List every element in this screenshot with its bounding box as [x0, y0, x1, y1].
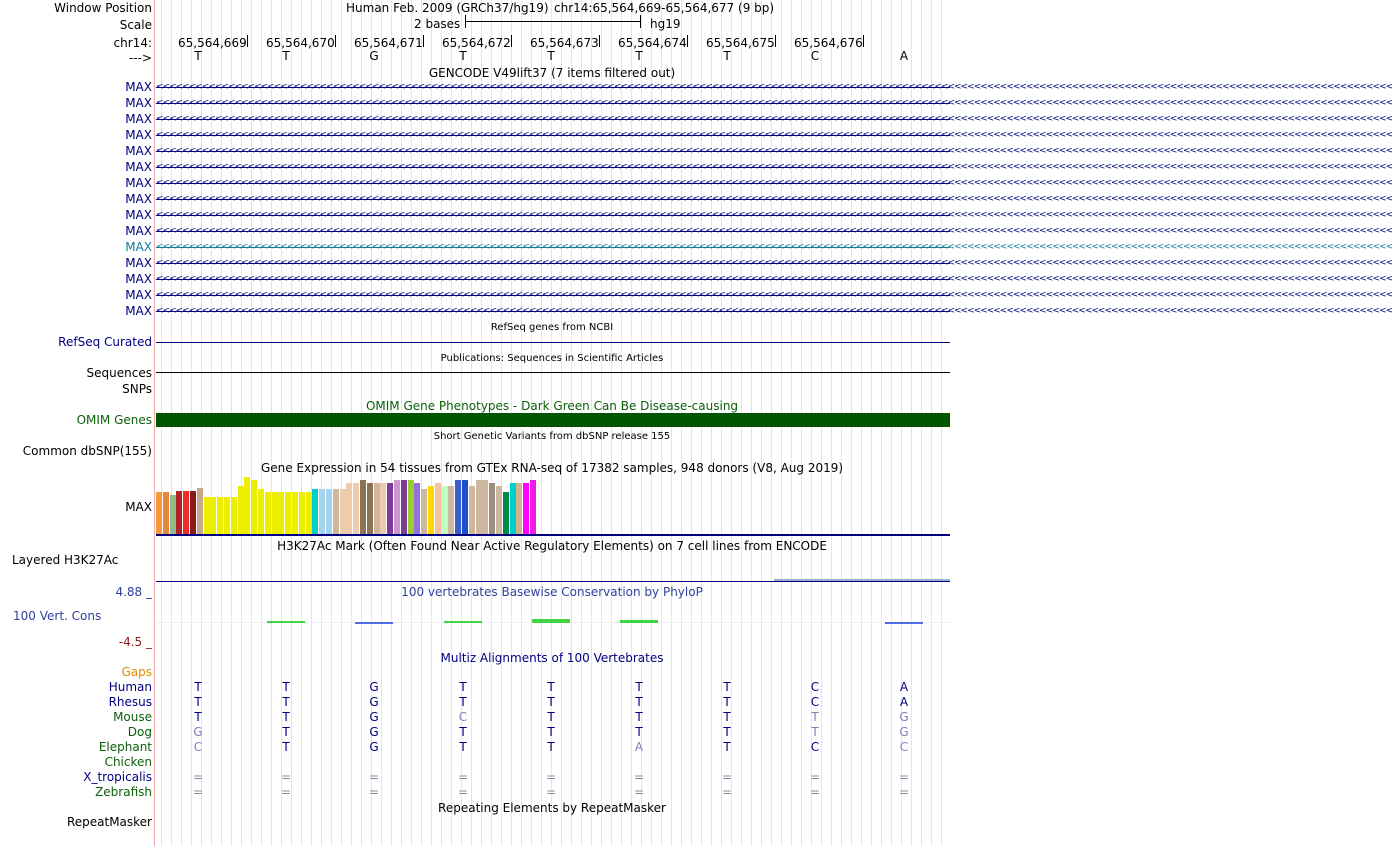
aligned-base: = [280, 770, 292, 784]
gencode-transcript[interactable] [156, 146, 1392, 156]
species-label[interactable]: X_tropicalis [83, 770, 152, 784]
gtex-tissue-bar[interactable] [523, 483, 529, 534]
aligned-base: = [457, 785, 469, 799]
aligned-base: T [282, 710, 290, 724]
coordinate-label: 65,564,675 [706, 36, 775, 50]
coordinate-tick [599, 35, 600, 47]
aligned-base: G [193, 725, 203, 739]
aligned-base: = [545, 770, 557, 784]
aligned-base: = [633, 770, 645, 784]
label-divider [154, 0, 155, 846]
aligned-base: T [811, 710, 819, 724]
strand-chevrons: <<<<<<<<<<<<<<<<<<<<<<<<<<<<<<<<<<<<<<<<<<<<<<<<<<<<<<<<<<<<<<<<<<<<<<<<<<<<<<<<<<<<<<<<<<<<<<<<<<<<<<<<<<<<<<<<<<<<<<<<<<<<<<<<<<<<<<<<<<<<<<<<<<<<<<<<<<<<<<<<<<<<<<<<<<<<<<<<<<<<<<<<<<<<< [156, 274, 1392, 284]
reference-base: T [282, 49, 290, 63]
aligned-base: T [547, 740, 555, 754]
gtex-bar-chart[interactable] [156, 477, 536, 534]
reference-base: C [810, 49, 820, 63]
gencode-transcript[interactable] [156, 306, 1392, 316]
h3k27ac-line [156, 581, 950, 582]
gtex-tissue-bar[interactable] [285, 492, 291, 534]
aligned-base: T [194, 680, 202, 694]
coordinate-label: 65,564,673 [530, 36, 599, 50]
gtex-tissue-bar[interactable] [210, 497, 216, 534]
gencode-transcript[interactable] [156, 130, 1392, 140]
gtex-tissue-bar[interactable] [462, 480, 468, 534]
position-readout: chr14:65,564,669-65,564,677 (9 bp) [554, 1, 775, 15]
phylop-score-mark[interactable] [267, 621, 305, 623]
gencode-item-label[interactable]: MAX [125, 272, 152, 286]
gtex-tissue-bar[interactable] [353, 483, 359, 534]
publications-line [156, 372, 950, 373]
strand-chevrons: <<<<<<<<<<<<<<<<<<<<<<<<<<<<<<<<<<<<<<<<<<<<<<<<<<<<<<<<<<<<<<<<<<<<<<<<<<<<<<<<<<<<<<<<<<<<<<<<<<<<<<<<<<<<<<<<<<<<<<<<<<<<<<<<<<<<<<<<<<<<<<<<<<<<<<<<<<<<<<<<<<<<<<<<<<<<<<<<<<<<<<<<<<<<< [156, 98, 1392, 108]
gtex-tissue-bar[interactable] [312, 489, 318, 534]
coordinate-tick [247, 35, 248, 47]
aligned-base: = [192, 770, 204, 784]
gencode-item-label[interactable]: MAX [125, 144, 152, 158]
aligned-base: C [458, 710, 468, 724]
strand-chevrons: <<<<<<<<<<<<<<<<<<<<<<<<<<<<<<<<<<<<<<<<<<<<<<<<<<<<<<<<<<<<<<<<<<<<<<<<<<<<<<<<<<<<<<<<<<<<<<<<<<<<<<<<<<<<<<<<<<<<<<<<<<<<<<<<<<<<<<<<<<<<<<<<<<<<<<<<<<<<<<<<<<<<<<<<<<<<<<<<<<<<<<<<<<<<< [156, 210, 1392, 220]
aligned-base: T [459, 680, 467, 694]
coordinate-tick [511, 35, 512, 47]
coordinate-label: 65,564,674 [618, 36, 687, 50]
multiz-track-title[interactable]: Multiz Alignments of 100 Vertebrates [440, 651, 664, 665]
phylop-max-label: 4.88 _ [115, 585, 152, 599]
gtex-baseline [156, 534, 950, 536]
aligned-base: T [282, 740, 290, 754]
aligned-base: G [899, 725, 909, 739]
aligned-base: T [194, 710, 202, 724]
species-label[interactable]: Elephant [98, 740, 152, 754]
aligned-base: = [457, 770, 469, 784]
gencode-item-label[interactable]: MAX [125, 176, 152, 190]
h3k27ac-track-title[interactable]: H3K27Ac Mark (Often Found Near Active Regulatory Elements) on 7 cell lines from ENCODE [277, 539, 827, 553]
gtex-tissue-bar[interactable] [421, 489, 427, 534]
gencode-item-label[interactable]: MAX [125, 192, 152, 206]
repeatmasker-track-label[interactable]: RepeatMasker [66, 815, 152, 829]
aligned-base: T [547, 710, 555, 724]
gtex-tissue-bar[interactable] [367, 483, 373, 534]
gtex-tissue-bar[interactable] [156, 492, 162, 534]
strand-chevrons: <<<<<<<<<<<<<<<<<<<<<<<<<<<<<<<<<<<<<<<<<<<<<<<<<<<<<<<<<<<<<<<<<<<<<<<<<<<<<<<<<<<<<<<<<<<<<<<<<<<<<<<<<<<<<<<<<<<<<<<<<<<<<<<<<<<<<<<<<<<<<<<<<<<<<<<<<<<<<<<<<<<<<<<<<<<<<<<<<<<<<<<<<<<<< [156, 242, 1392, 252]
coordinate-label: 65,564,670 [266, 36, 335, 50]
species-label[interactable]: Human [108, 680, 152, 694]
gtex-tissue-bar[interactable] [333, 489, 339, 534]
dbsnp-track-label[interactable]: Common dbSNP(155) [22, 444, 152, 458]
aligned-base: = [368, 770, 380, 784]
species-label[interactable]: Zebrafish [95, 785, 152, 799]
strand-chevrons: <<<<<<<<<<<<<<<<<<<<<<<<<<<<<<<<<<<<<<<<<<<<<<<<<<<<<<<<<<<<<<<<<<<<<<<<<<<<<<<<<<<<<<<<<<<<<<<<<<<<<<<<<<<<<<<<<<<<<<<<<<<<<<<<<<<<<<<<<<<<<<<<<<<<<<<<<<<<<<<<<<<<<<<<<<<<<<<<<<<<<<<<<<<<< [156, 114, 1392, 124]
gtex-tissue-bar[interactable] [346, 483, 352, 534]
aligned-base: C [810, 740, 820, 754]
strand-chevrons: <<<<<<<<<<<<<<<<<<<<<<<<<<<<<<<<<<<<<<<<<<<<<<<<<<<<<<<<<<<<<<<<<<<<<<<<<<<<<<<<<<<<<<<<<<<<<<<<<<<<<<<<<<<<<<<<<<<<<<<<<<<<<<<<<<<<<<<<<<<<<<<<<<<<<<<<<<<<<<<<<<<<<<<<<<<<<<<<<<<<<<<<<<<<< [156, 82, 1392, 92]
aligned-base: = [898, 785, 910, 799]
aligned-base: C [193, 740, 203, 754]
gtex-tissue-bar[interactable] [278, 492, 284, 534]
gencode-item-label[interactable]: MAX [125, 128, 152, 142]
gtex-tissue-bar[interactable] [360, 480, 366, 534]
aligned-base: T [459, 695, 467, 709]
gtex-track-title[interactable]: Gene Expression in 54 tissues from GTEx RNA-seq of 17382 samples, 948 donors (V8, Aug 2019) [260, 461, 844, 475]
reference-base: T [547, 49, 555, 63]
aligned-base: T [723, 695, 731, 709]
aligned-base: T [547, 680, 555, 694]
scale-value: 2 bases [414, 17, 461, 31]
aligned-base: G [369, 725, 379, 739]
phylop-score-mark[interactable] [444, 621, 482, 623]
strand-chevrons: <<<<<<<<<<<<<<<<<<<<<<<<<<<<<<<<<<<<<<<<<<<<<<<<<<<<<<<<<<<<<<<<<<<<<<<<<<<<<<<<<<<<<<<<<<<<<<<<<<<<<<<<<<<<<<<<<<<<<<<<<<<<<<<<<<<<<<<<<<<<<<<<<<<<<<<<<<<<<<<<<<<<<<<<<<<<<<<<<<<<<<<<<<<<< [156, 130, 1392, 140]
aligned-base: T [635, 725, 643, 739]
h3k27ac-signal [774, 579, 950, 581]
aligned-base: = [280, 785, 292, 799]
gtex-tissue-bar[interactable] [292, 492, 298, 534]
refseq-track-label[interactable]: RefSeq Curated [58, 335, 152, 349]
phylop-track-title[interactable]: 100 vertebrates Basewise Conservation by PhyloP [401, 585, 703, 599]
aligned-base: C [810, 680, 820, 694]
gtex-tissue-bar[interactable] [448, 486, 454, 534]
aligned-base: T [547, 695, 555, 709]
reference-base: T [723, 49, 731, 63]
aligned-base: G [369, 710, 379, 724]
aligned-base: = [368, 785, 380, 799]
gencode-item-label[interactable]: MAX [125, 160, 152, 174]
strand-chevrons: <<<<<<<<<<<<<<<<<<<<<<<<<<<<<<<<<<<<<<<<<<<<<<<<<<<<<<<<<<<<<<<<<<<<<<<<<<<<<<<<<<<<<<<<<<<<<<<<<<<<<<<<<<<<<<<<<<<<<<<<<<<<<<<<<<<<<<<<<<<<<<<<<<<<<<<<<<<<<<<<<<<<<<<<<<<<<<<<<<<<<<<<<<<<< [156, 162, 1392, 172]
strand-chevrons: <<<<<<<<<<<<<<<<<<<<<<<<<<<<<<<<<<<<<<<<<<<<<<<<<<<<<<<<<<<<<<<<<<<<<<<<<<<<<<<<<<<<<<<<<<<<<<<<<<<<<<<<<<<<<<<<<<<<<<<<<<<<<<<<<<<<<<<<<<<<<<<<<<<<<<<<<<<<<<<<<<<<<<<<<<<<<<<<<<<<<<<<<<<<< [156, 194, 1392, 204]
gencode-item-label[interactable]: MAX [125, 256, 152, 270]
gtex-tissue-bar[interactable] [190, 491, 196, 534]
gencode-item-label[interactable]: MAX [125, 224, 152, 238]
refseq-track-title[interactable]: RefSeq genes from NCBI [490, 322, 614, 333]
gencode-transcript[interactable] [156, 210, 1392, 220]
aligned-base: G [899, 710, 909, 724]
aligned-base: C [810, 695, 820, 709]
gencode-transcript[interactable] [156, 226, 1392, 236]
species-label[interactable]: Mouse [113, 710, 152, 724]
gtex-tissue-bar[interactable] [496, 486, 502, 534]
gtex-tissue-bar[interactable] [489, 483, 495, 534]
publications-track-title[interactable]: Publications: Sequences in Scientific Articles [440, 353, 664, 364]
aligned-base: T [459, 725, 467, 739]
species-label[interactable]: Chicken [104, 755, 152, 769]
gtex-tissue-bar[interactable] [516, 483, 522, 534]
gtex-tissue-bar[interactable] [217, 497, 223, 534]
strand-chevrons: <<<<<<<<<<<<<<<<<<<<<<<<<<<<<<<<<<<<<<<<<<<<<<<<<<<<<<<<<<<<<<<<<<<<<<<<<<<<<<<<<<<<<<<<<<<<<<<<<<<<<<<<<<<<<<<<<<<<<<<<<<<<<<<<<<<<<<<<<<<<<<<<<<<<<<<<<<<<<<<<<<<<<<<<<<<<<<<<<<<<<<<<<<<<< [156, 306, 1392, 316]
gtex-tissue-bar[interactable] [197, 488, 203, 534]
aligned-base: T [282, 695, 290, 709]
aligned-base: A [899, 680, 909, 694]
coordinate-tick [687, 35, 688, 47]
dbsnp-track-title[interactable]: Short Genetic Variants from dbSNP release 155 [433, 431, 671, 442]
aligned-base: T [635, 680, 643, 694]
aligned-base: T [282, 680, 290, 694]
omim-track-title[interactable]: OMIM Gene Phenotypes - Dark Green Can Be Disease-causing [365, 399, 739, 413]
gtex-tissue-bar[interactable] [326, 489, 332, 534]
phylop-track-label[interactable]: 100 Vert. Cons [13, 609, 102, 623]
gtex-tissue-bar[interactable] [163, 492, 169, 534]
scale-bar [465, 21, 641, 22]
aligned-base: G [369, 695, 379, 709]
gencode-transcript[interactable] [156, 258, 1392, 268]
reference-base: T [635, 49, 643, 63]
gtex-tissue-bar[interactable] [387, 483, 393, 534]
coordinate-tick [863, 35, 864, 47]
coordinate-tick [335, 35, 336, 47]
aligned-base: T [194, 695, 202, 709]
gencode-item-label[interactable]: MAX [125, 208, 152, 222]
coordinate-label: 65,564,672 [442, 36, 511, 50]
aligned-base: = [192, 785, 204, 799]
gtex-tissue-bar[interactable] [319, 489, 325, 534]
aligned-base: T [723, 725, 731, 739]
species-label[interactable]: Rhesus [108, 695, 152, 709]
aligned-base: A [634, 740, 644, 754]
aligned-base: A [899, 695, 909, 709]
reference-base: A [899, 49, 909, 63]
gtex-tissue-bar[interactable] [469, 486, 475, 534]
aligned-base: C [899, 740, 909, 754]
gencode-transcript[interactable] [156, 114, 1392, 124]
strand-label: ---> [128, 51, 152, 65]
aligned-base: T [723, 680, 731, 694]
strand-chevrons: <<<<<<<<<<<<<<<<<<<<<<<<<<<<<<<<<<<<<<<<<<<<<<<<<<<<<<<<<<<<<<<<<<<<<<<<<<<<<<<<<<<<<<<<<<<<<<<<<<<<<<<<<<<<<<<<<<<<<<<<<<<<<<<<<<<<<<<<<<<<<<<<<<<<<<<<<<<<<<<<<<<<<<<<<<<<<<<<<<<<<<<<<<<<< [156, 146, 1392, 156]
assembly-name: Human Feb. 2009 (GRCh37/hg19) [346, 1, 549, 15]
gtex-tissue-bar[interactable] [428, 486, 434, 534]
gtex-tissue-bar[interactable] [530, 480, 536, 534]
gtex-tissue-bar[interactable] [176, 491, 182, 534]
gencode-item-label[interactable]: MAX [125, 112, 152, 126]
coordinate-tick [775, 35, 776, 47]
phylop-score-mark[interactable] [355, 622, 393, 624]
gtex-tissue-bar[interactable] [414, 483, 420, 534]
aligned-base: T [282, 725, 290, 739]
gencode-item-label[interactable]: MAX [125, 96, 152, 110]
gencode-transcript[interactable] [156, 178, 1392, 188]
aligned-base: G [369, 740, 379, 754]
aligned-base: T [635, 695, 643, 709]
gtex-gene-label[interactable]: MAX [125, 500, 152, 514]
gtex-tissue-bar[interactable] [251, 480, 257, 534]
gtex-tissue-bar[interactable] [435, 483, 441, 534]
aligned-base: T [723, 740, 731, 754]
gtex-tissue-bar[interactable] [455, 480, 461, 534]
aligned-base: = [809, 785, 821, 799]
gtex-tissue-bar[interactable] [401, 480, 407, 534]
aligned-base: T [723, 710, 731, 724]
coordinate-label: 65,564,676 [794, 36, 863, 50]
repeatmasker-track-title[interactable]: Repeating Elements by RepeatMasker [438, 801, 666, 815]
gencode-transcript[interactable] [156, 194, 1392, 204]
snps-label[interactable]: SNPs [122, 382, 152, 396]
gencode-transcript[interactable] [156, 274, 1392, 284]
gencode-item-label[interactable]: MAX [125, 240, 152, 254]
aligned-base: = [898, 770, 910, 784]
omim-feature[interactable] [156, 413, 950, 427]
gtex-tissue-bar[interactable] [380, 483, 386, 534]
window-position-label: Window Position [54, 1, 152, 15]
strand-chevrons: <<<<<<<<<<<<<<<<<<<<<<<<<<<<<<<<<<<<<<<<<<<<<<<<<<<<<<<<<<<<<<<<<<<<<<<<<<<<<<<<<<<<<<<<<<<<<<<<<<<<<<<<<<<<<<<<<<<<<<<<<<<<<<<<<<<<<<<<<<<<<<<<<<<<<<<<<<<<<<<<<<<<<<<<<<<<<<<<<<<<<<<<<<<<< [156, 226, 1392, 236]
coordinate-label: 65,564,669 [178, 36, 247, 50]
chromosome-label: chr14: [113, 36, 152, 50]
coordinate-tick [423, 35, 424, 47]
aligned-base: G [369, 680, 379, 694]
gtex-tissue-bar[interactable] [503, 492, 509, 534]
gtex-tissue-bar[interactable] [231, 497, 237, 534]
gtex-tissue-bar[interactable] [394, 480, 400, 534]
gencode-transcript[interactable] [156, 98, 1392, 108]
gtex-tissue-bar[interactable] [258, 489, 264, 534]
aligned-base: T [811, 725, 819, 739]
phylop-plot[interactable] [156, 598, 950, 643]
reference-base: T [194, 49, 202, 63]
scale-db: hg19 [650, 17, 681, 31]
gencode-item-label[interactable]: MAX [125, 304, 152, 318]
refseq-line [156, 342, 950, 343]
aligned-base: = [545, 785, 557, 799]
aligned-base: = [809, 770, 821, 784]
coordinate-label: 65,564,671 [354, 36, 423, 50]
gtex-tissue-bar[interactable] [299, 492, 305, 534]
gencode-track-title[interactable]: GENCODE V49lift37 (7 items filtered out) [428, 66, 676, 80]
scale-label: Scale [119, 18, 152, 32]
gencode-item-label[interactable]: MAX [125, 80, 152, 94]
aligned-base: = [721, 785, 733, 799]
strand-chevrons: <<<<<<<<<<<<<<<<<<<<<<<<<<<<<<<<<<<<<<<<<<<<<<<<<<<<<<<<<<<<<<<<<<<<<<<<<<<<<<<<<<<<<<<<<<<<<<<<<<<<<<<<<<<<<<<<<<<<<<<<<<<<<<<<<<<<<<<<<<<<<<<<<<<<<<<<<<<<<<<<<<<<<<<<<<<<<<<<<<<<<<<<<<<<< [156, 258, 1392, 268]
reference-base: T [459, 49, 467, 63]
omim-track-label[interactable]: OMIM Genes [76, 413, 152, 427]
aligned-base: T [547, 725, 555, 739]
gencode-transcript[interactable] [156, 162, 1392, 172]
reference-base: G [369, 49, 379, 63]
strand-chevrons: <<<<<<<<<<<<<<<<<<<<<<<<<<<<<<<<<<<<<<<<<<<<<<<<<<<<<<<<<<<<<<<<<<<<<<<<<<<<<<<<<<<<<<<<<<<<<<<<<<<<<<<<<<<<<<<<<<<<<<<<<<<<<<<<<<<<<<<<<<<<<<<<<<<<<<<<<<<<<<<<<<<<<<<<<<<<<<<<<<<<<<<<<<<<< [156, 178, 1392, 188]
gtex-tissue-bar[interactable] [183, 491, 189, 534]
species-label[interactable]: Dog [127, 725, 152, 739]
aligned-base: = [633, 785, 645, 799]
phylop-score-mark[interactable] [620, 620, 658, 623]
gtex-tissue-bar[interactable] [224, 497, 230, 534]
gencode-item-label[interactable]: MAX [125, 288, 152, 302]
gaps-label[interactable]: Gaps [121, 665, 152, 679]
gtex-tissue-bar[interactable] [482, 480, 488, 534]
aligned-base: T [635, 710, 643, 724]
phylop-score-mark[interactable] [532, 619, 570, 623]
phylop-score-mark[interactable] [885, 622, 923, 624]
strand-chevrons: <<<<<<<<<<<<<<<<<<<<<<<<<<<<<<<<<<<<<<<<<<<<<<<<<<<<<<<<<<<<<<<<<<<<<<<<<<<<<<<<<<<<<<<<<<<<<<<<<<<<<<<<<<<<<<<<<<<<<<<<<<<<<<<<<<<<<<<<<<<<<<<<<<<<<<<<<<<<<<<<<<<<<<<<<<<<<<<<<<<<<<<<<<<<< [156, 290, 1392, 300]
aligned-base: = [721, 770, 733, 784]
phylop-min-label: -4.5 _ [118, 635, 152, 649]
gencode-transcript[interactable] [156, 242, 1392, 252]
gtex-tissue-bar[interactable] [244, 477, 250, 534]
gencode-transcript[interactable] [156, 290, 1392, 300]
h3k27ac-track-label[interactable]: Layered H3K27Ac [12, 553, 119, 567]
publications-track-label[interactable]: Sequences [86, 366, 152, 380]
gencode-transcript[interactable] [156, 82, 1392, 92]
aligned-base: T [459, 740, 467, 754]
gtex-tissue-bar[interactable] [265, 492, 271, 534]
